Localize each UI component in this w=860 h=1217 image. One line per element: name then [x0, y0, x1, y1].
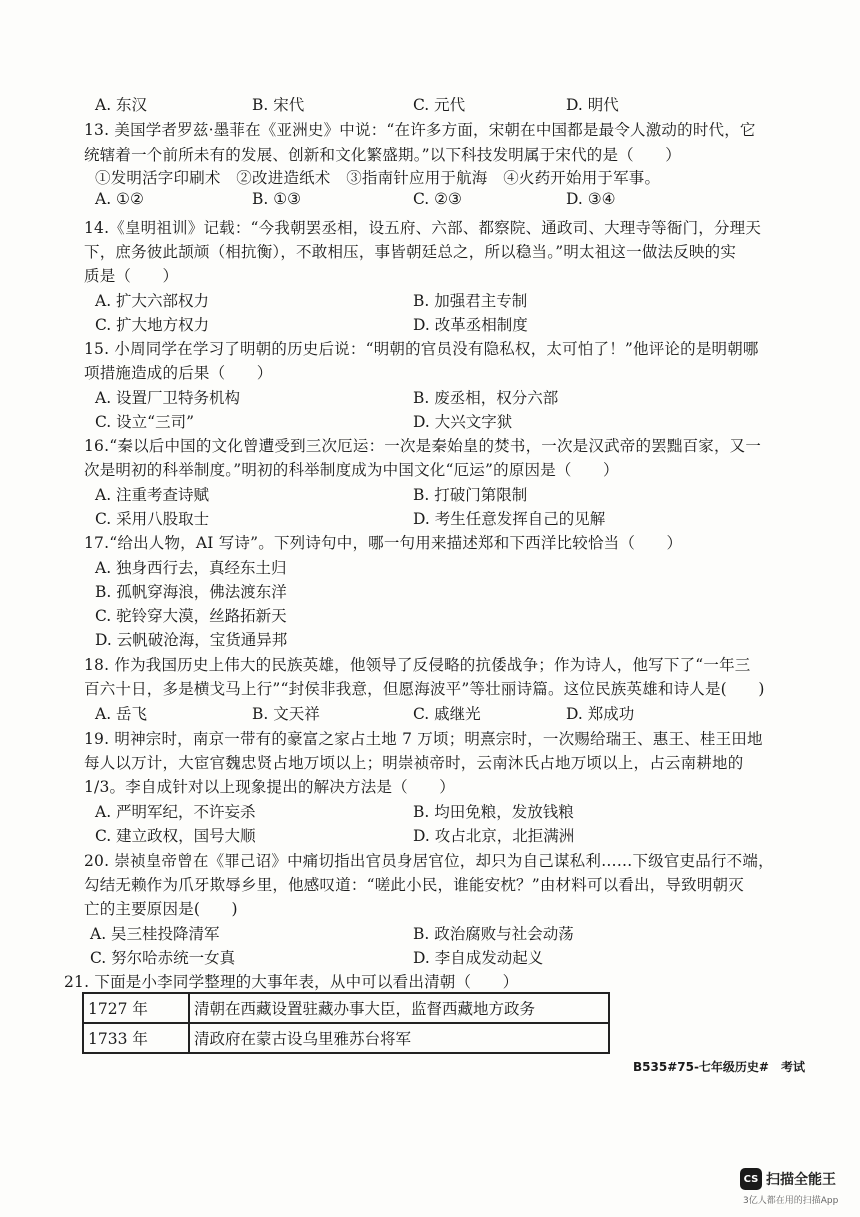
q17-stem-line-1: 17.“给出人物，AI 写诗”。下列诗句中，哪一句用来描述郑和下西洋比较恰当（ ）: [84, 534, 683, 552]
q13-stem-line-2: 统辖着一个前所未有的发展、创新和文化繁盛期。”以下科技发明属于宋代的是（ ）: [84, 146, 681, 164]
q20-option-d: D. 李自成发动起义: [413, 949, 544, 967]
q18-stem-line-2: 百六十日，多是横戈马上行”“封侯非我意，但愿海波平”等壮丽诗篇。这位民族英雄和诗人是( ): [84, 680, 765, 698]
q19-stem-line-3: 1/3。李自成针对以上现象提出的解决方法是（ ）: [84, 778, 455, 796]
watermark-app-name: 扫描全能王: [766, 1172, 836, 1188]
q16-option-c: C. 采用八股取士: [95, 510, 210, 528]
camscanner-logo-icon: CS: [740, 1168, 762, 1190]
q16-stem-line-1: 16.“秦以后中国的文化曾遭受到三次厄运：一次是秦始皇的焚书，一次是汉武帝的罢黜百家，又一: [84, 437, 762, 455]
q12-option-b: B. 宋代: [252, 96, 305, 114]
q20-stem-line-2: 勾结无赖作为爪牙欺辱乡里，他感叹道：“嗟此小民，谁能安枕？”由材料可以看出，导致明朝灭: [84, 876, 744, 894]
event-cell: 清朝在西藏设置驻藏办事大臣，监督西藏地方政务: [189, 993, 609, 1023]
q19-stem-line-2: 每人以万计，大宦官魏忠贤占地万顷以上；明崇祯帝时，云南沐氏占地万顷以上，占云南耕地的: [84, 754, 744, 772]
q20-stem-line-1: 20. 崇祯皇帝曾在《罪己诏》中痛切指出官员身居官位，却只为自己谋私利……下级官吏品行不端，: [84, 852, 774, 870]
q13-option-c: C. ②③: [413, 190, 462, 208]
timeline-table: [82, 992, 610, 1054]
q13-option-d: D. ③④: [566, 190, 616, 208]
event-cell: 清政府在蒙古设乌里雅苏台将军: [189, 1023, 609, 1053]
q13-option-b: B. ①③: [252, 190, 302, 208]
q14-option-a: A. 扩大六部权力: [95, 292, 210, 310]
q18-option-a: A. 岳飞: [95, 705, 148, 723]
q16-option-d: D. 考生任意发挥自己的见解: [413, 510, 606, 528]
q18-option-c: C. 戚继光: [413, 705, 481, 723]
q20-option-a: A. 吴三桂投降清军: [90, 925, 220, 943]
watermark-tagline: 3亿人都在用的扫描App: [743, 1196, 839, 1206]
q13-option-a: A. ①②: [95, 190, 144, 208]
q15-option-a: A. 设置厂卫特务机构: [95, 389, 241, 407]
year-cell: 1727 年: [83, 993, 189, 1023]
exam-code: B535#75-七年级历史# 考试: [633, 1060, 805, 1074]
q12-option-a: A. 东汉: [95, 96, 148, 114]
q17-option-d: D. 云帆破沧海，宝货通异邦: [95, 631, 288, 649]
q14-option-b: B. 加强君主专制: [413, 292, 528, 310]
q16-option-a: A. 注重考查诗赋: [95, 486, 210, 504]
q19-option-c: C. 建立政权，国号大顺: [95, 827, 256, 845]
q16-option-b: B. 打破门第限制: [413, 486, 528, 504]
q13-stem-line-3: ①发明活字印刷术 ②改进造纸术 ③指南针应用于航海 ④火药开始用于军事。: [95, 169, 661, 187]
q15-option-d: D. 大兴文字狱: [413, 413, 513, 431]
q14-stem-line-3: 质是（ ）: [84, 267, 179, 285]
q17-option-a: A. 独身西行去，真经东土归: [95, 559, 287, 577]
q15-option-c: C. 设立“三司”: [95, 413, 195, 431]
q19-option-d: D. 攻占北京，北拒满洲: [413, 827, 575, 845]
q19-stem-line-1: 19. 明神宗时，南京一带有的豪富之家占土地 7 万顷；明熹宗时，一次赐给瑞王、惠王、桂王田地: [84, 730, 763, 748]
q15-stem-line-1: 15. 小周同学在学习了明朝的历史后说：“明朝的官员没有隐私权，太可怕了！”他评论的是明朝哪: [84, 340, 759, 358]
q14-stem-line-2: 下，庶务彼此颉颃（相抗衡），不敢相压，事皆朝廷总之，所以稳当。”明太祖这一做法反映的实: [84, 243, 737, 261]
q16-stem-line-2: 次是明初的科举制度。”明初的科举制度成为中国文化“厄运”的原因是（ ）: [84, 461, 619, 479]
q19-option-a: A. 严明军纪，不许妄杀: [95, 803, 256, 821]
q19-option-b: B. 均田免粮，发放钱粮: [413, 803, 574, 821]
q20-stem-line-3: 亡的主要原因是( ): [84, 900, 238, 918]
q15-option-b: B. 废丞相，权分六部: [413, 389, 559, 407]
q17-option-b: B. 孤帆穿海浪，佛法渡东洋: [95, 583, 287, 601]
q17-option-c: C. 驼铃穿大漠，丝路拓新天: [95, 607, 287, 625]
q18-option-d: D. 郑成功: [566, 705, 635, 723]
q15-stem-line-2: 项措施造成的后果（ ）: [84, 364, 273, 382]
q18-option-b: B. 文天祥: [252, 705, 320, 723]
q12-option-c: C. 元代: [413, 96, 466, 114]
q12-option-d: D. 明代: [566, 96, 619, 114]
year-cell: 1733 年: [83, 1023, 189, 1053]
q14-option-c: C. 扩大地方权力: [95, 316, 210, 334]
q20-option-c: C. 努尔哈赤统一女真: [90, 949, 236, 967]
q18-stem-line-1: 18. 作为我国历史上伟大的民族英雄，他领导了反侵略的抗倭战争；作为诗人，他写下了“一年三: [84, 656, 751, 674]
q14-option-d: D. 改革丞相制度: [413, 316, 528, 334]
table-row: [83, 1023, 609, 1053]
q13-stem-line-1: 13. 美国学者罗兹·墨菲在《亚洲史》中说：“在许多方面，宋朝在中国都是最令人激动的时代，它: [84, 121, 756, 139]
q14-stem-line-1: 14.《皇明祖训》记载：“今我朝罢丞相，设五府、六部、都察院、通政司、大理寺等衙门，分理天: [84, 219, 762, 237]
q20-option-b: B. 政治腐败与社会动荡: [413, 925, 574, 943]
table-row: [83, 993, 609, 1023]
q21-stem-line-1: 21. 下面是小李同学整理的大事年表，从中可以看出清朝（ ）: [64, 973, 519, 991]
